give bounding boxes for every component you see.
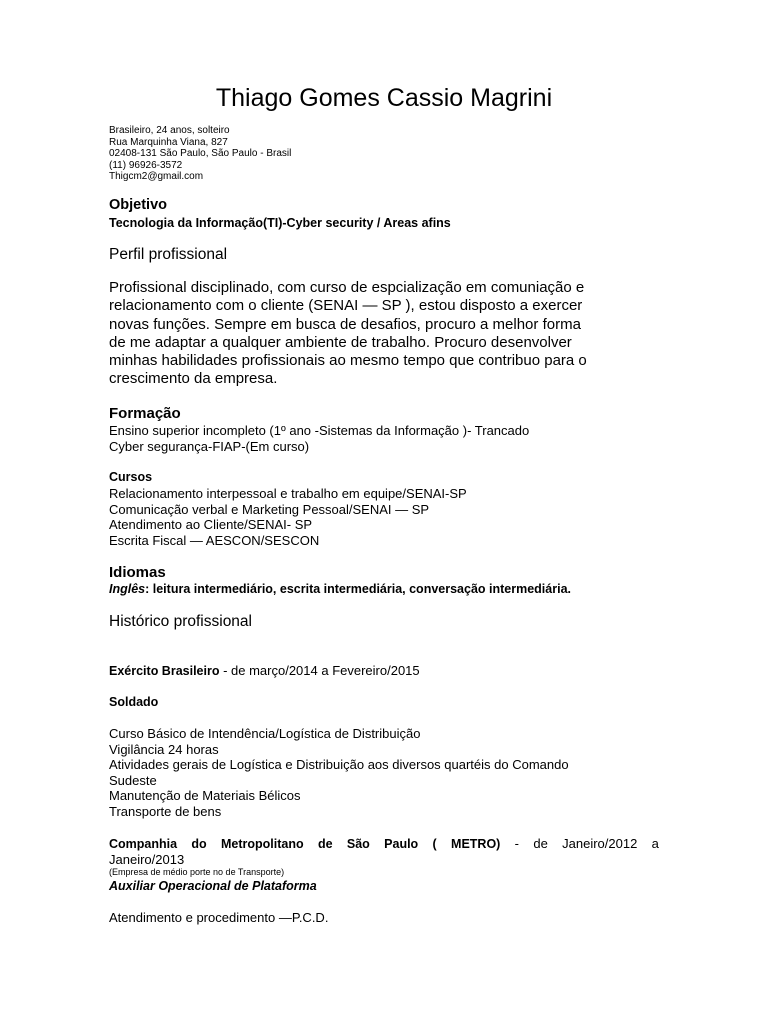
contact-personal: Brasileiro, 24 anos, solteiro [109, 125, 230, 136]
candidate-name: Thiago Gomes Cassio Magrini [215, 84, 553, 112]
objetivo-heading: Objetivo [109, 197, 168, 213]
job1-period: - de março/2014 a Fevereiro/2015 [219, 663, 420, 678]
job1-header [109, 663, 420, 678]
job1-role: Soldado [109, 695, 159, 709]
perfil-line: novas funções. Sempre em busca de desafios, procuro a melhor forma [109, 315, 581, 333]
contact-city: 02408-131 São Paulo, São Paulo - Brasil [109, 148, 292, 160]
job2-period-end: Janeiro/2013 [109, 852, 185, 867]
perfil-heading: Perfil profissional [109, 246, 228, 263]
job2-company-word: Companhia [109, 837, 178, 851]
cursos-heading: Cursos [109, 470, 153, 484]
job1-task: Manutenção de Materiais Bélicos [109, 788, 301, 804]
curso-item: Atendimento ao Cliente/SENAI- SP [109, 517, 313, 533]
perfil-text [109, 279, 659, 389]
idiomas-heading: Idiomas [109, 564, 166, 581]
job1-task: Vigilância 24 horas [109, 741, 219, 757]
job1-task: Atividades gerais de Logística e Distribuição aos diversos quartéis do Comando [109, 757, 569, 773]
job2-header [109, 836, 659, 851]
job2-period-word: a [651, 836, 659, 851]
job1-task: Sudeste [109, 772, 157, 788]
curso-item: Escrita Fiscal — AESCON/SESCON [109, 532, 320, 548]
job1-task: Transporte de bens [109, 803, 222, 819]
perfil-line: Profissional disciplinado, com curso de espcialização em comuniação e [109, 279, 585, 296]
job2-period-word: - [514, 836, 520, 851]
perfil-line: de me adaptar a qualquer ambiente de trabalho. Procuro desenvolver [109, 333, 572, 351]
contact-block [109, 125, 291, 183]
contact-street: Rua Marquinha Viana, 827 [109, 136, 228, 148]
formacao-list [109, 423, 529, 454]
contact-phone: (11) 96926-3572 [109, 159, 183, 171]
job2-company-word: ( [432, 837, 437, 851]
perfil-line: relacionamento com o cliente (SENAI — SP ), estou disposto a exercer [109, 297, 583, 315]
job2-role: Auxiliar Operacional de Plataforma [109, 879, 317, 893]
perfil-line: minhas habilidades profissionais ao mesmo tempo que contribuo para o [109, 352, 587, 370]
objetivo-text: Tecnologia da Informação(TI)-Cyber security / Areas afins [109, 216, 451, 230]
curso-item: Relacionamento interpessoal e trabalho em equipe/SENAI-SP [109, 486, 467, 501]
job2-company-word: Paulo [384, 837, 419, 851]
cursos-list [109, 486, 467, 548]
job2-company-word: METRO) [451, 837, 501, 851]
historico-heading: Histórico profissional [109, 613, 252, 630]
job2-company-word: do [191, 837, 207, 851]
job2-period-word: Janeiro/2012 [562, 836, 638, 851]
job2-note: (Empresa de médio porte no de Transporte) [109, 867, 285, 877]
idiomas-text [109, 582, 571, 596]
job2-company-word: Metropolitano [221, 837, 304, 851]
job1-task: Curso Básico de Intendência/Logística de Distribuição [109, 726, 421, 741]
job1-company: Exército Brasileiro [109, 664, 220, 678]
job2-company-word: de [317, 837, 333, 851]
formacao-item: Cyber segurança-FIAP-(Em curso) [109, 438, 310, 454]
job2-task: Atendimento e procedimento —P.C.D. [109, 910, 329, 925]
job1-tasks [109, 726, 569, 820]
idiomas-lang: Inglês [109, 582, 146, 596]
formacao-item: Ensino superior incompleto (1º ano -Sistemas da Informação )- Trancado [109, 423, 530, 438]
formacao-heading: Formação [109, 405, 181, 422]
job2-period-word: de [533, 836, 548, 851]
idiomas-level: : leitura intermediário, escrita intermediária, conversação intermediária. [145, 582, 571, 596]
contact-email: Thigcm2@gmail.com [109, 171, 204, 183]
curso-item: Comunicação verbal e Marketing Pessoal/SENAI — SP [109, 501, 430, 517]
job2-company-word: São [346, 837, 370, 851]
perfil-line: crescimento da empresa. [109, 370, 278, 388]
